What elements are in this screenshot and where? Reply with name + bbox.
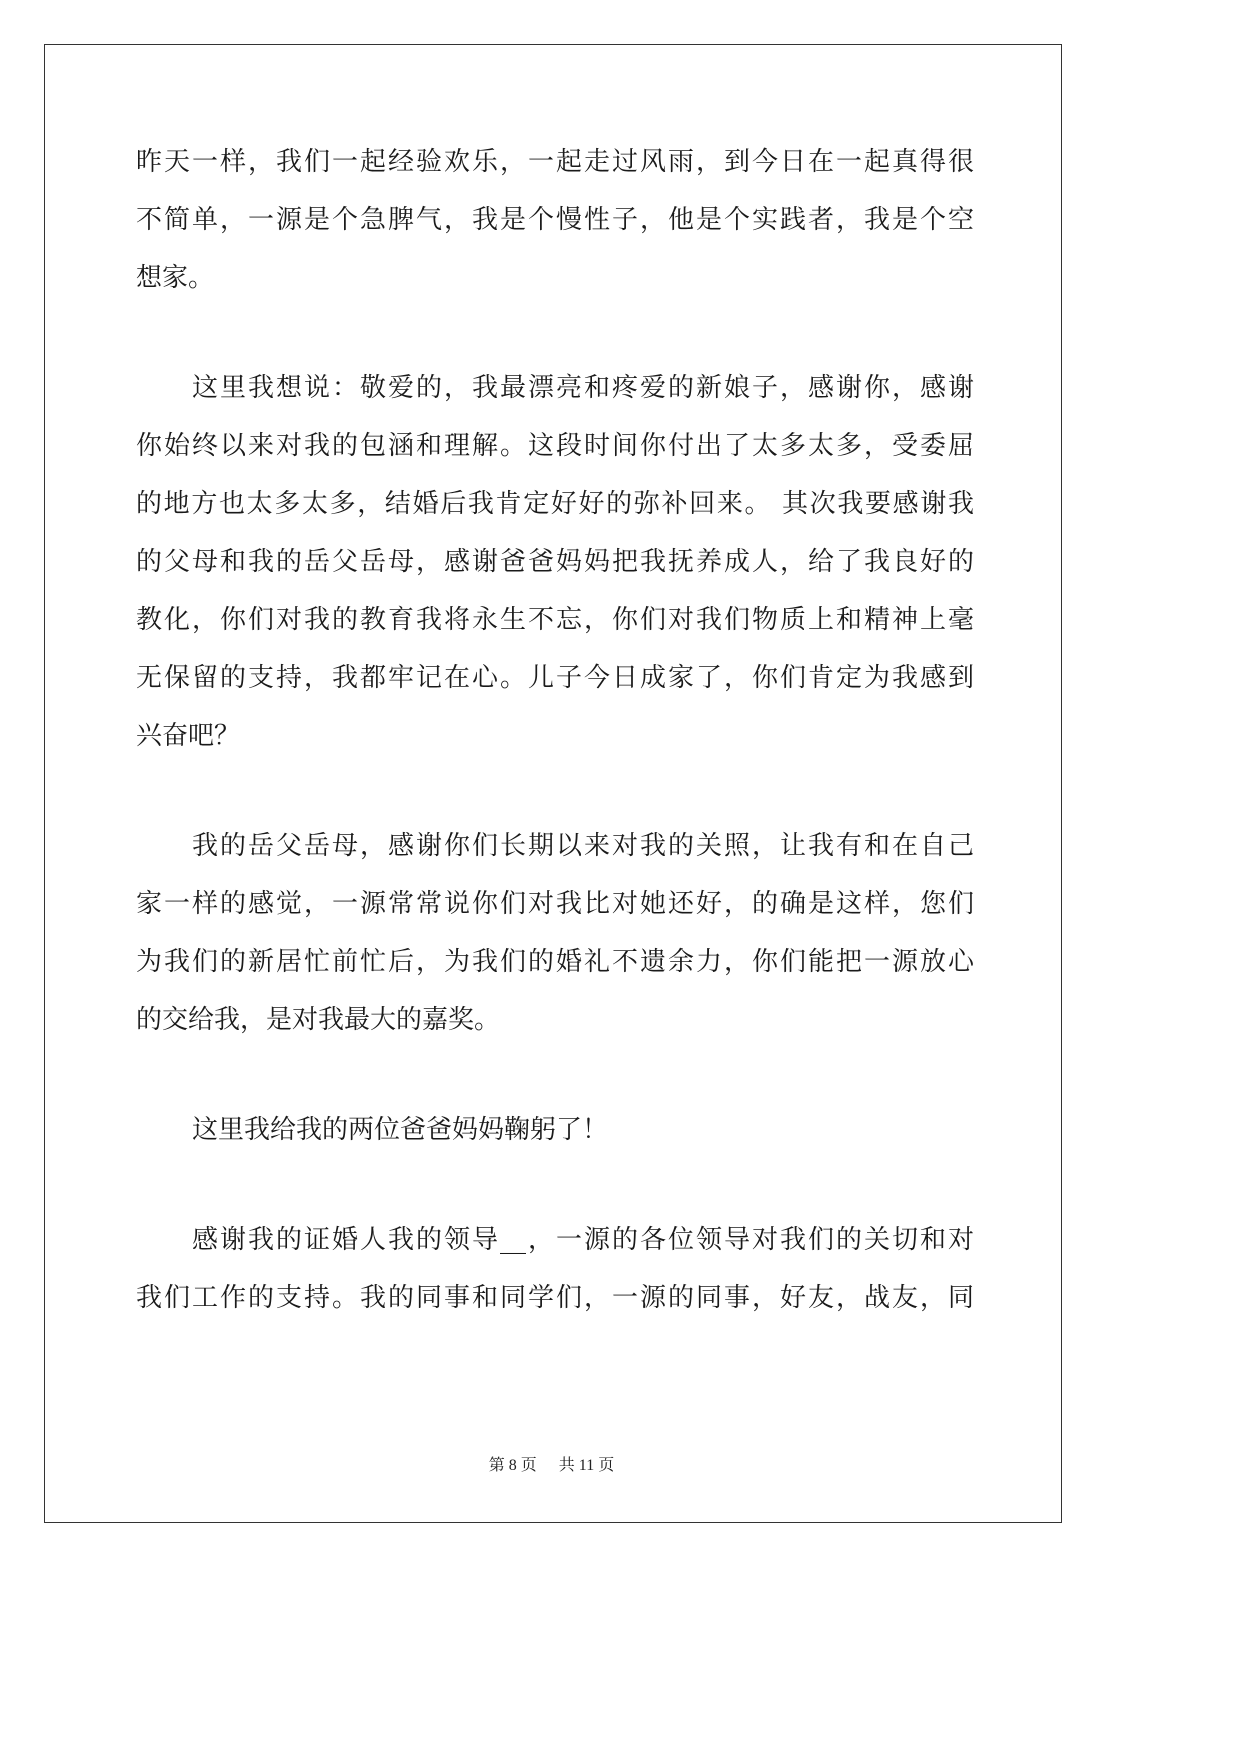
paragraph-first-line: 感谢我的证婚人我的领导__，一源的各位领导对我们的关切和对: [192, 1225, 974, 1255]
page-total: 共 11 页: [558, 1457, 615, 1474]
paragraph-first-line: 这里我想说：敬爱的，我最漂亮和疼爱的新娘子，感谢你，感谢: [192, 373, 974, 403]
text-line: 昨天一样，我们一起经验欢乐，一起走过风雨，到今日在一起真得很: [136, 147, 974, 177]
text-line: 的父母和我的岳父岳母，感谢爸爸妈妈把我抚养成人，给了我良好的: [136, 547, 974, 577]
paragraph-first-line: 我的岳父岳母，感谢你们长期以来对我的关照，让我有和在自己: [192, 831, 974, 861]
text-line: 的交给我，是对我最大的嘉奖。: [136, 1005, 501, 1035]
text-line: 兴奋吧？: [136, 721, 241, 751]
text-line: 我们工作的支持。我的同事和同学们，一源的同事，好友，战友，同: [136, 1283, 974, 1313]
page-footer: [0, 1452, 1103, 1475]
page-number: 第 8 页: [488, 1457, 537, 1474]
text-line: 想家。: [136, 263, 215, 293]
text-line: 不简单，一源是个急脾气，我是个慢性子，他是个实践者，我是个空: [136, 205, 974, 235]
text-line: 家一样的感觉，一源常常说你们对我比对她还好，的确是这样，您们: [136, 889, 974, 919]
text-line: 无保留的支持，我都牢记在心。儿子今日成家了，你们肯定为我感到: [136, 663, 974, 693]
paragraph-first-line: 这里我给我的两位爸爸妈妈鞠躬了！: [192, 1115, 609, 1145]
text-line: 为我们的新居忙前忙后，为我们的婚礼不遗余力，你们能把一源放心: [136, 947, 974, 977]
text-line: 的地方也太多太多，结婚后我肯定好好的弥补回来。 其次我要感谢我: [136, 489, 974, 519]
text-line: 你始终以来对我的包涵和理解。这段时间你付出了太多太多，受委屈: [136, 431, 974, 461]
text-line: 教化，你们对我的教育我将永生不忘，你们对我们物质上和精神上毫: [136, 605, 974, 635]
